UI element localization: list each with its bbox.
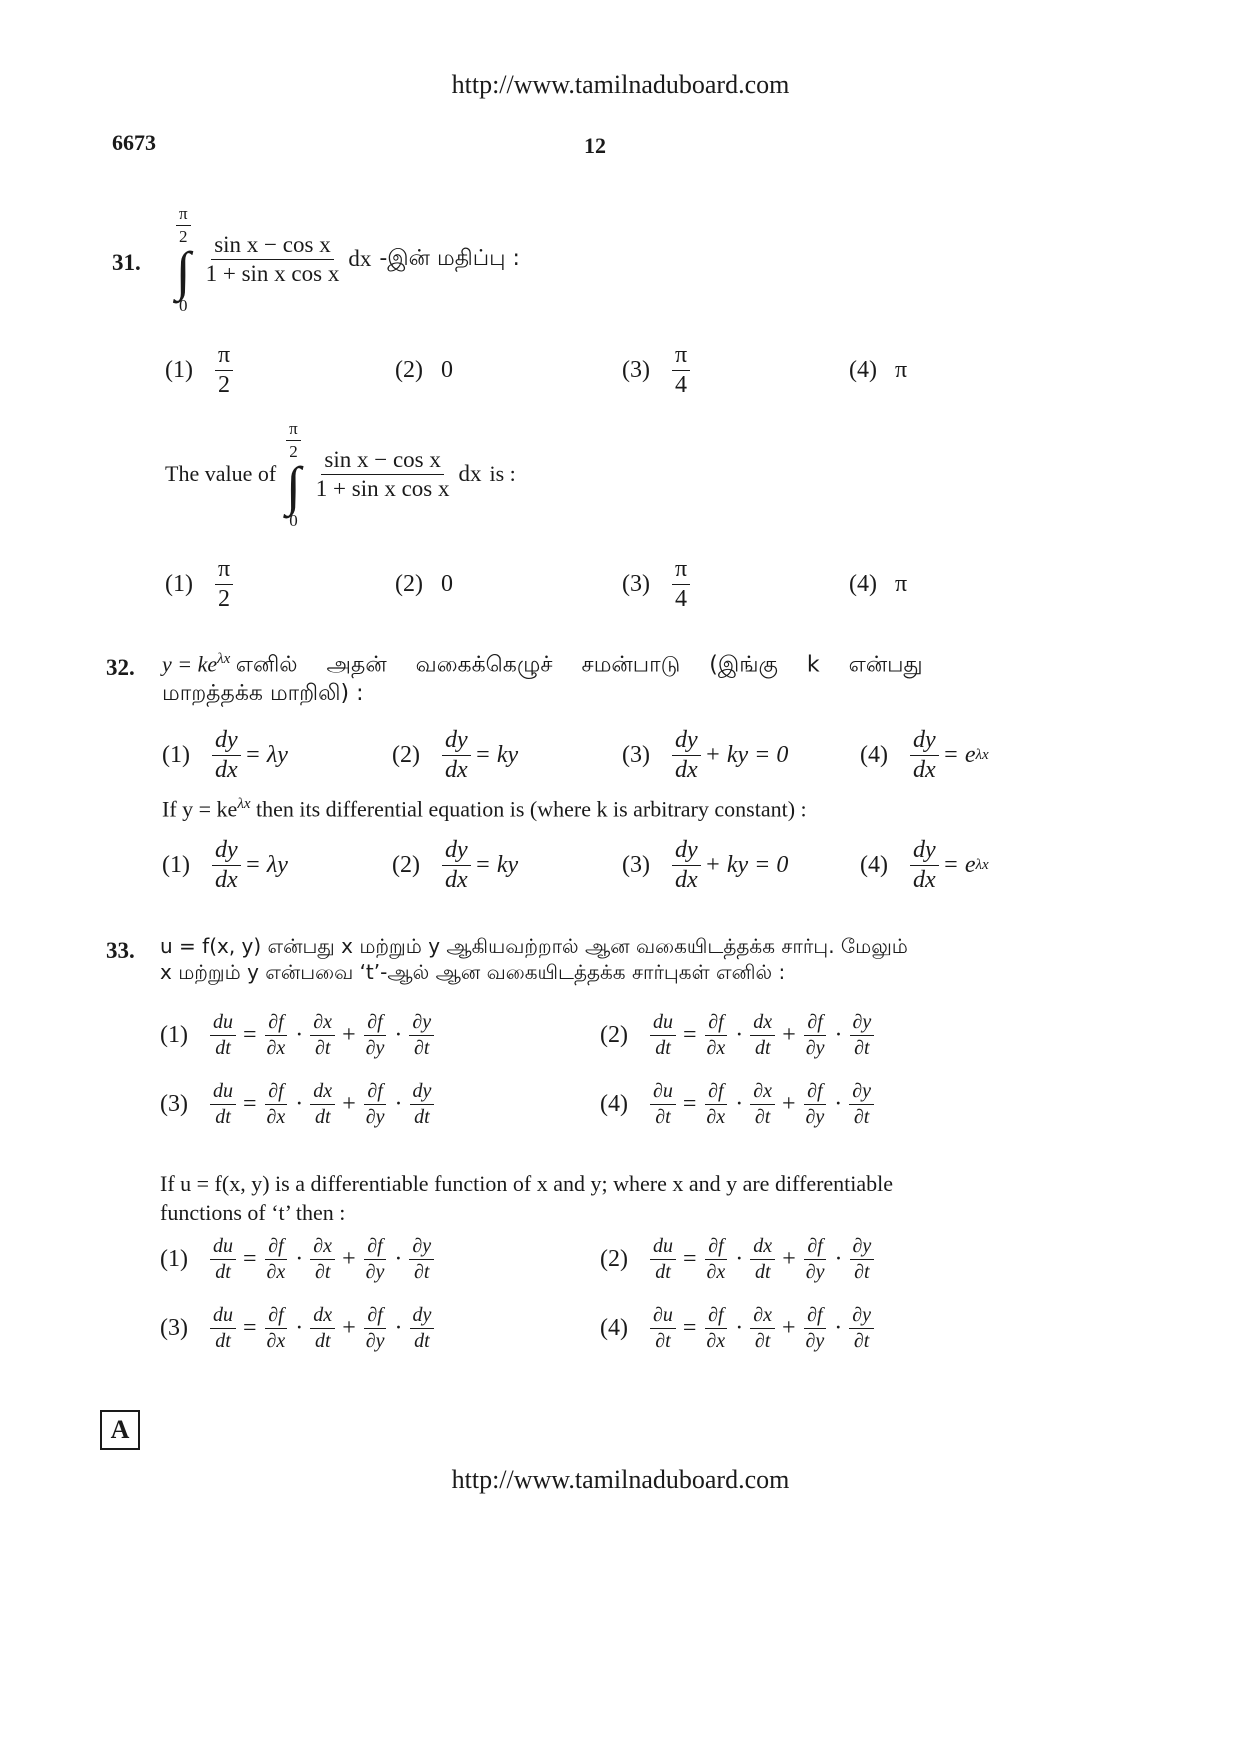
option-2[interactable]: (2) 0 <box>395 571 453 598</box>
q32-options-tamil <box>162 728 989 783</box>
page-number: 12 <box>584 133 606 158</box>
option-1[interactable]: (1) $\frac{du}{dt}$ = $\frac{\partial f}{\partial x}$ · $\frac{\partial x}{\partial t}$ + $\frac{\partial f}{\partial y}$ · $\frac{\partial y}{\partial t}$ <box>160 1012 600 1059</box>
option-3[interactable]: (3) $\frac{\pi}{4}$ <box>622 343 849 398</box>
option-3[interactable]: (3) $\frac{du}{dt}$ = $\frac{\partial f}{\partial x}$ · $\frac{dx}{dt}$ + $\frac{\partial f}{\partial y}$ · $\frac{dy}{dt}$ <box>160 1305 600 1352</box>
integral-sign: $\frac{\pi}{2}$ ∫ 0 <box>286 419 301 530</box>
q31-options-english <box>165 557 925 612</box>
q31-number: 31. <box>112 250 141 275</box>
q33-options-tamil <box>160 1012 1040 1128</box>
option-1[interactable]: (1) $\frac{\pi}{2}$ <box>165 343 395 398</box>
q33-number: 33. <box>106 938 135 963</box>
option-3[interactable]: (3) $\frac{dy}{dx}$ + ky = 0 <box>622 727 789 784</box>
q31-options-tamil <box>165 343 925 398</box>
series-box: A <box>100 1410 140 1450</box>
q32-tamil-text: $y = ke^{\lambda x}$ எனில் அதன் வகைக்கெழுச் சமன்பாடு (இங்கு k என்பது மாறத்தக்க மாறிலி) : <box>162 651 923 706</box>
option-1[interactable]: (1) $\frac{\pi}{2}$ <box>165 557 395 612</box>
option-4[interactable]: (4) $\frac{\partial u}{\partial t}$ = $\frac{\partial f}{\partial x}$ · $\frac{\partial x}{\partial t}$ + $\frac{\partial f}{\partial y}$ · $\frac{\partial y}{\partial t}$ <box>600 1081 1020 1128</box>
q31-tamil-expression: $\frac{\pi}{2}$ ∫ 0 $\frac{\text{sin x − cos x}}{\text{1 + sin x cos x}}$ dx -இன் மதிப்பு : <box>172 205 520 314</box>
option-4[interactable]: (4) $\frac{dy}{dx}$ = e λx <box>860 727 989 784</box>
q32-options-english <box>162 838 989 893</box>
option-1[interactable]: (1) $\frac{du}{dt}$ = $\frac{\partial f}{\partial x}$ · $\frac{\partial x}{\partial t}$ + $\frac{\partial f}{\partial y}$ · $\frac{\partial y}{\partial t}$ <box>160 1236 600 1283</box>
option-4[interactable]: (4) π <box>849 357 908 384</box>
option-3[interactable]: (3) $\frac{\pi}{4}$ <box>622 557 849 612</box>
option-3[interactable]: (3) $\frac{dy}{dx}$ + ky = 0 <box>622 837 789 894</box>
option-4[interactable]: (4) $\frac{\partial u}{\partial t}$ = $\frac{\partial f}{\partial x}$ · $\frac{\partial x}{\partial t}$ + $\frac{\partial f}{\partial y}$ · $\frac{\partial y}{\partial t}$ <box>600 1305 1020 1352</box>
option-3[interactable]: (3) $\frac{du}{dt}$ = $\frac{\partial f}{\partial x}$ · $\frac{dx}{dt}$ + $\frac{\partial f}{\partial y}$ · $\frac{dy}{dt}$ <box>160 1081 600 1128</box>
q31-tamil-suffix: -இன் மதிப்பு : <box>379 246 520 272</box>
header-url[interactable]: http://www.tamilnaduboard.com <box>451 70 790 99</box>
footer-url[interactable]: http://www.tamilnaduboard.com <box>451 1465 790 1494</box>
q32-english-text: If $y = ke^{\lambda x}$ then its differential equation is (where k is arbitrary constant) : <box>162 796 807 822</box>
q33-options-english <box>160 1236 1040 1352</box>
option-1[interactable]: (1) $\frac{dy}{dx}$ = λy <box>162 727 288 784</box>
option-2[interactable]: (2) $\frac{dy}{dx}$ = ky <box>392 837 519 894</box>
paper-code: 6673 <box>112 130 156 155</box>
q32-number: 32. <box>106 655 135 680</box>
option-1[interactable]: (1) $\frac{dy}{dx}$ = λy <box>162 837 288 894</box>
option-4[interactable]: (4) $\frac{dy}{dx}$ = e λx <box>860 837 989 894</box>
option-2[interactable]: (2) $\frac{dy}{dx}$ = ky <box>392 727 519 784</box>
option-4[interactable]: (4) π <box>849 571 908 598</box>
integral-sign: $\frac{\pi}{2}$ ∫ 0 <box>175 204 191 315</box>
q33-tamil-text: u = f(x, y) என்பது x மற்றும் y ஆகியவற்றால் ஆன வகையிடத்தக்க சார்பு. மேலும் x மற்றும் y என்பவை ‘t’-ஆல் ஆன வகையிடத்தக்க சார்புகள் எனில் : <box>160 934 908 984</box>
q33-english-text: If u = f(x, y) is a differentiable function of x and y; where x and y are differentiable functions of ‘t’ then : <box>160 1171 894 1225</box>
option-2[interactable]: (2) 0 <box>395 357 453 384</box>
option-2[interactable]: (2) $\frac{du}{dt}$ = $\frac{\partial f}{\partial x}$ · $\frac{dx}{dt}$ + $\frac{\partial f}{\partial y}$ · $\frac{\partial y}{\partial t}$ <box>600 1236 1020 1283</box>
q31-english-expression: The value of $\frac{\pi}{2}$ ∫ 0 $\frac{\text{sin x − cos x}}{\text{1 + sin x cos x}}$ dx is : <box>165 419 516 530</box>
option-2[interactable]: (2) $\frac{du}{dt}$ = $\frac{\partial f}{\partial x}$ · $\frac{dx}{dt}$ + $\frac{\partial f}{\partial y}$ · $\frac{\partial y}{\partial t}$ <box>600 1012 1020 1059</box>
